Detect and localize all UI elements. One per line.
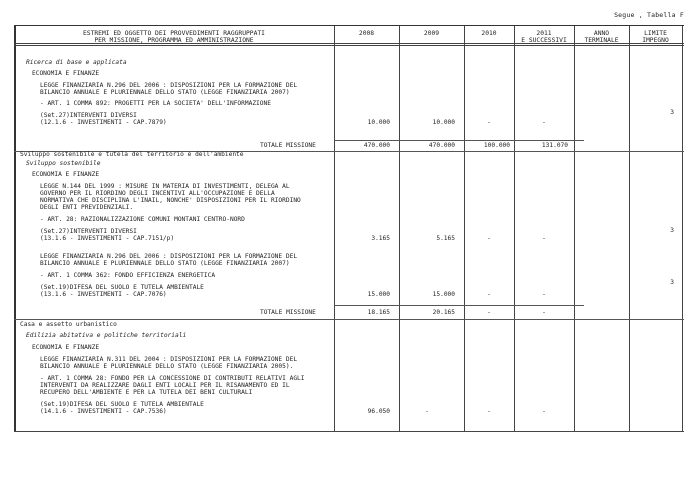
- col-header-2011: [514, 30, 574, 44]
- law1-sviluppo-line4: DEGLI ENTI PREVIDENZIALI.: [40, 204, 134, 211]
- table-sheet: [14, 25, 684, 432]
- sett1-sviluppo-line2: (13.1.6 - INVESTIMENTI - CAP.7151/p): [40, 235, 175, 242]
- law1-sviluppo-line3: NORMATIVA CHE DISCIPLINA L'INAIL, NONCHE' DISPOSIZIONI PER IL RIORDINO: [40, 197, 301, 204]
- sviluppo1-2010: -: [487, 235, 491, 242]
- total-missione-label-2: TOTALE MISSIONE: [260, 309, 316, 316]
- ricerca-2011: -: [542, 119, 546, 126]
- total-2-2008: 18.165: [367, 309, 390, 316]
- sett1-sviluppo-line1: (Set.27)INTERVENTI DIVERSI: [40, 228, 137, 235]
- law1-sviluppo-line2: GOVERNO PER IL RIORDINO DEGLI INCENTIVI ALL'OCCUPAZIONE E DELLA: [40, 190, 275, 197]
- sviluppo1-2011: -: [542, 235, 546, 242]
- law-ricerca-line2: BILANCIO ANNUALE E PLURIENNALE DELLO STATO (LEGGE FINANZIARIA 2007): [40, 89, 290, 96]
- col-header-limite-line1: LIMITE: [644, 30, 667, 37]
- sviluppo1-2009: 5.165: [436, 235, 455, 242]
- ricerca-limite: 3: [670, 109, 674, 116]
- sett2-sviluppo-line2: (13.1.6 - INVESTIMENTI - CAP.7076): [40, 291, 167, 298]
- admin-sviluppo: ECONOMIA E FINANZE: [32, 171, 100, 178]
- col-header-2011-line2: E SUCCESSIVI: [521, 37, 567, 44]
- col-header-2008: 2008: [358, 30, 375, 37]
- table-border-left: [14, 26, 16, 431]
- program-sviluppo: Sviluppo sostenibile: [26, 160, 101, 167]
- mission-casa: Casa e assetto urbanistico: [20, 321, 117, 328]
- program-casa: Edilizia abitativa e politiche territoriali: [26, 332, 187, 339]
- total-1-2009: 470.000: [428, 142, 455, 149]
- sviluppo1-limite: 3: [670, 227, 674, 234]
- table-border-right: [682, 26, 683, 431]
- total-1-2011: 131.070: [541, 142, 568, 149]
- sett-casa-line2: (14.1.6 - INVESTIMENTI - CAP.7536): [40, 408, 167, 415]
- total-2-2011: -: [542, 309, 546, 316]
- law-casa-line1: LEGGE FINANZIARIA N.311 DEL 2004 : DISPOSIZIONI PER LA FORMAZIONE DEL: [40, 356, 298, 363]
- admin-casa: ECONOMIA E FINANZE: [32, 344, 100, 351]
- sviluppo2-2011: -: [542, 291, 546, 298]
- law-ricerca-line1: LEGGE FINANZIARIA N.296 DEL 2006 : DISPOSIZIONI PER LA FORMAZIONE DEL: [40, 82, 298, 89]
- col-header-anno-line1: ANNO: [593, 30, 610, 37]
- col-rule-2011: [514, 26, 515, 431]
- col-header-anno-line2: TERMINALE: [584, 37, 619, 44]
- sett-casa-line1: (Set.19)DIFESA DEL SUOLO E TUTELA AMBIENTALE: [40, 401, 204, 408]
- total-missione-label-1: TOTALE MISSIONE: [260, 142, 316, 149]
- sviluppo2-limite: 3: [670, 279, 674, 286]
- total-1-2010: 100.000: [483, 142, 510, 149]
- col-rule-2010: [464, 26, 465, 431]
- sett2-sviluppo-line1: (Set.19)DIFESA DEL SUOLO E TUTELA AMBIENTALE: [40, 284, 204, 291]
- law1-sviluppo-line1: LEGGE N.144 DEL 1999 : MISURE IN MATERIA DI INVESTIMENTI, DELEGA AL: [40, 183, 290, 190]
- ricerca-2008: 10.000: [367, 119, 390, 126]
- casa-2009: -: [425, 408, 429, 415]
- law2-sviluppo-line2: BILANCIO ANNUALE E PLURIENNALE DELLO STATO (LEGGE FINANZIARIA 2007): [40, 260, 290, 267]
- art-ricerca: - ART. 1 COMMA 892: PROGETTI PER LA SOCIETA' DELL'INFORMAZIONE: [40, 100, 271, 107]
- sviluppo2-2008: 15.000: [367, 291, 390, 298]
- sviluppo2-2009: 15.000: [432, 291, 455, 298]
- sviluppo1-2008: 3.165: [371, 235, 390, 242]
- ricerca-2010: -: [487, 119, 491, 126]
- art-casa-line1: - ART. 1 COMMA 28: FONDO PER LA CONCESSIONE DI CONTRIBUTI RELATIVI AGLI: [40, 375, 305, 382]
- art-casa-line3: RECUPERO DELL'AMBIENTE E PER LA TUTELA DEI BENI CULTURALI: [40, 389, 253, 396]
- page-header: Segue , Tabella F: [614, 11, 684, 19]
- col-header-2009: 2009: [423, 30, 440, 37]
- program-ricerca: Ricerca di base e applicata: [26, 59, 127, 66]
- casa-2008: 96.050: [367, 408, 390, 415]
- total-2-2009: 20.165: [432, 309, 455, 316]
- col-header-limite-line2: IMPEGNO: [642, 37, 669, 44]
- art2-sviluppo: - ART. 1 COMMA 362: FONDO EFFICIENZA ENERGETICA: [40, 272, 216, 279]
- col-rule-anno: [574, 26, 575, 431]
- col-header-description: [24, 30, 324, 44]
- col-header-anno: [574, 30, 629, 44]
- law2-sviluppo-line1: LEGGE FINANZIARIA N.296 DEL 2006 : DISPOSIZIONI PER LA FORMAZIONE DEL: [40, 253, 298, 260]
- sett-ricerca-line1: (Set.27)INTERVENTI DIVERSI: [40, 112, 137, 119]
- section-rule-2: [14, 319, 684, 320]
- mission-sviluppo: Sviluppo sostenibile e tutela del territorio e dell'ambiente: [20, 151, 244, 158]
- col-header-limite: [629, 30, 682, 44]
- total-rule-2: [334, 305, 584, 306]
- col-header-2011-line1: 2011: [536, 30, 552, 37]
- ricerca-2009: 10.000: [432, 119, 455, 126]
- total-2-2010: -: [487, 309, 491, 316]
- law-casa-line2: BILANCIO ANNUALE E PLURIENNALE DELLO STATO (LEGGE FINANZIARIA 2005).: [40, 363, 294, 370]
- col-rule-2008: [334, 26, 335, 431]
- col-header-description-line1: ESTREMI ED OGGETTO DEI PROVVEDIMENTI RAGGRUPPATI: [83, 30, 265, 37]
- col-header-description-line2: PER MISSIONE, PROGRAMMA ED AMMINISTRAZIONE: [94, 37, 254, 44]
- sviluppo2-2010: -: [487, 291, 491, 298]
- art-casa-line2: INTERVENTI DA REALIZZARE DAGLI ENTI LOCALI PER IL RISANAMENTO ED IL: [40, 382, 290, 389]
- total-1-2008: 470.000: [363, 142, 390, 149]
- admin-ricerca: ECONOMIA E FINANZE: [32, 70, 100, 77]
- total-rule-1: [334, 140, 584, 141]
- art1-sviluppo: - ART. 28: RAZIONALIZZAZIONE COMUNI MONTANI CENTRO-NORD: [40, 216, 245, 223]
- col-rule-2009: [399, 26, 400, 431]
- col-header-2010: 2010: [481, 30, 497, 37]
- sett-ricerca-line2: (12.1.6 - INVESTIMENTI - CAP.7879): [40, 119, 167, 126]
- casa-2010: -: [487, 408, 491, 415]
- casa-2011: -: [542, 408, 546, 415]
